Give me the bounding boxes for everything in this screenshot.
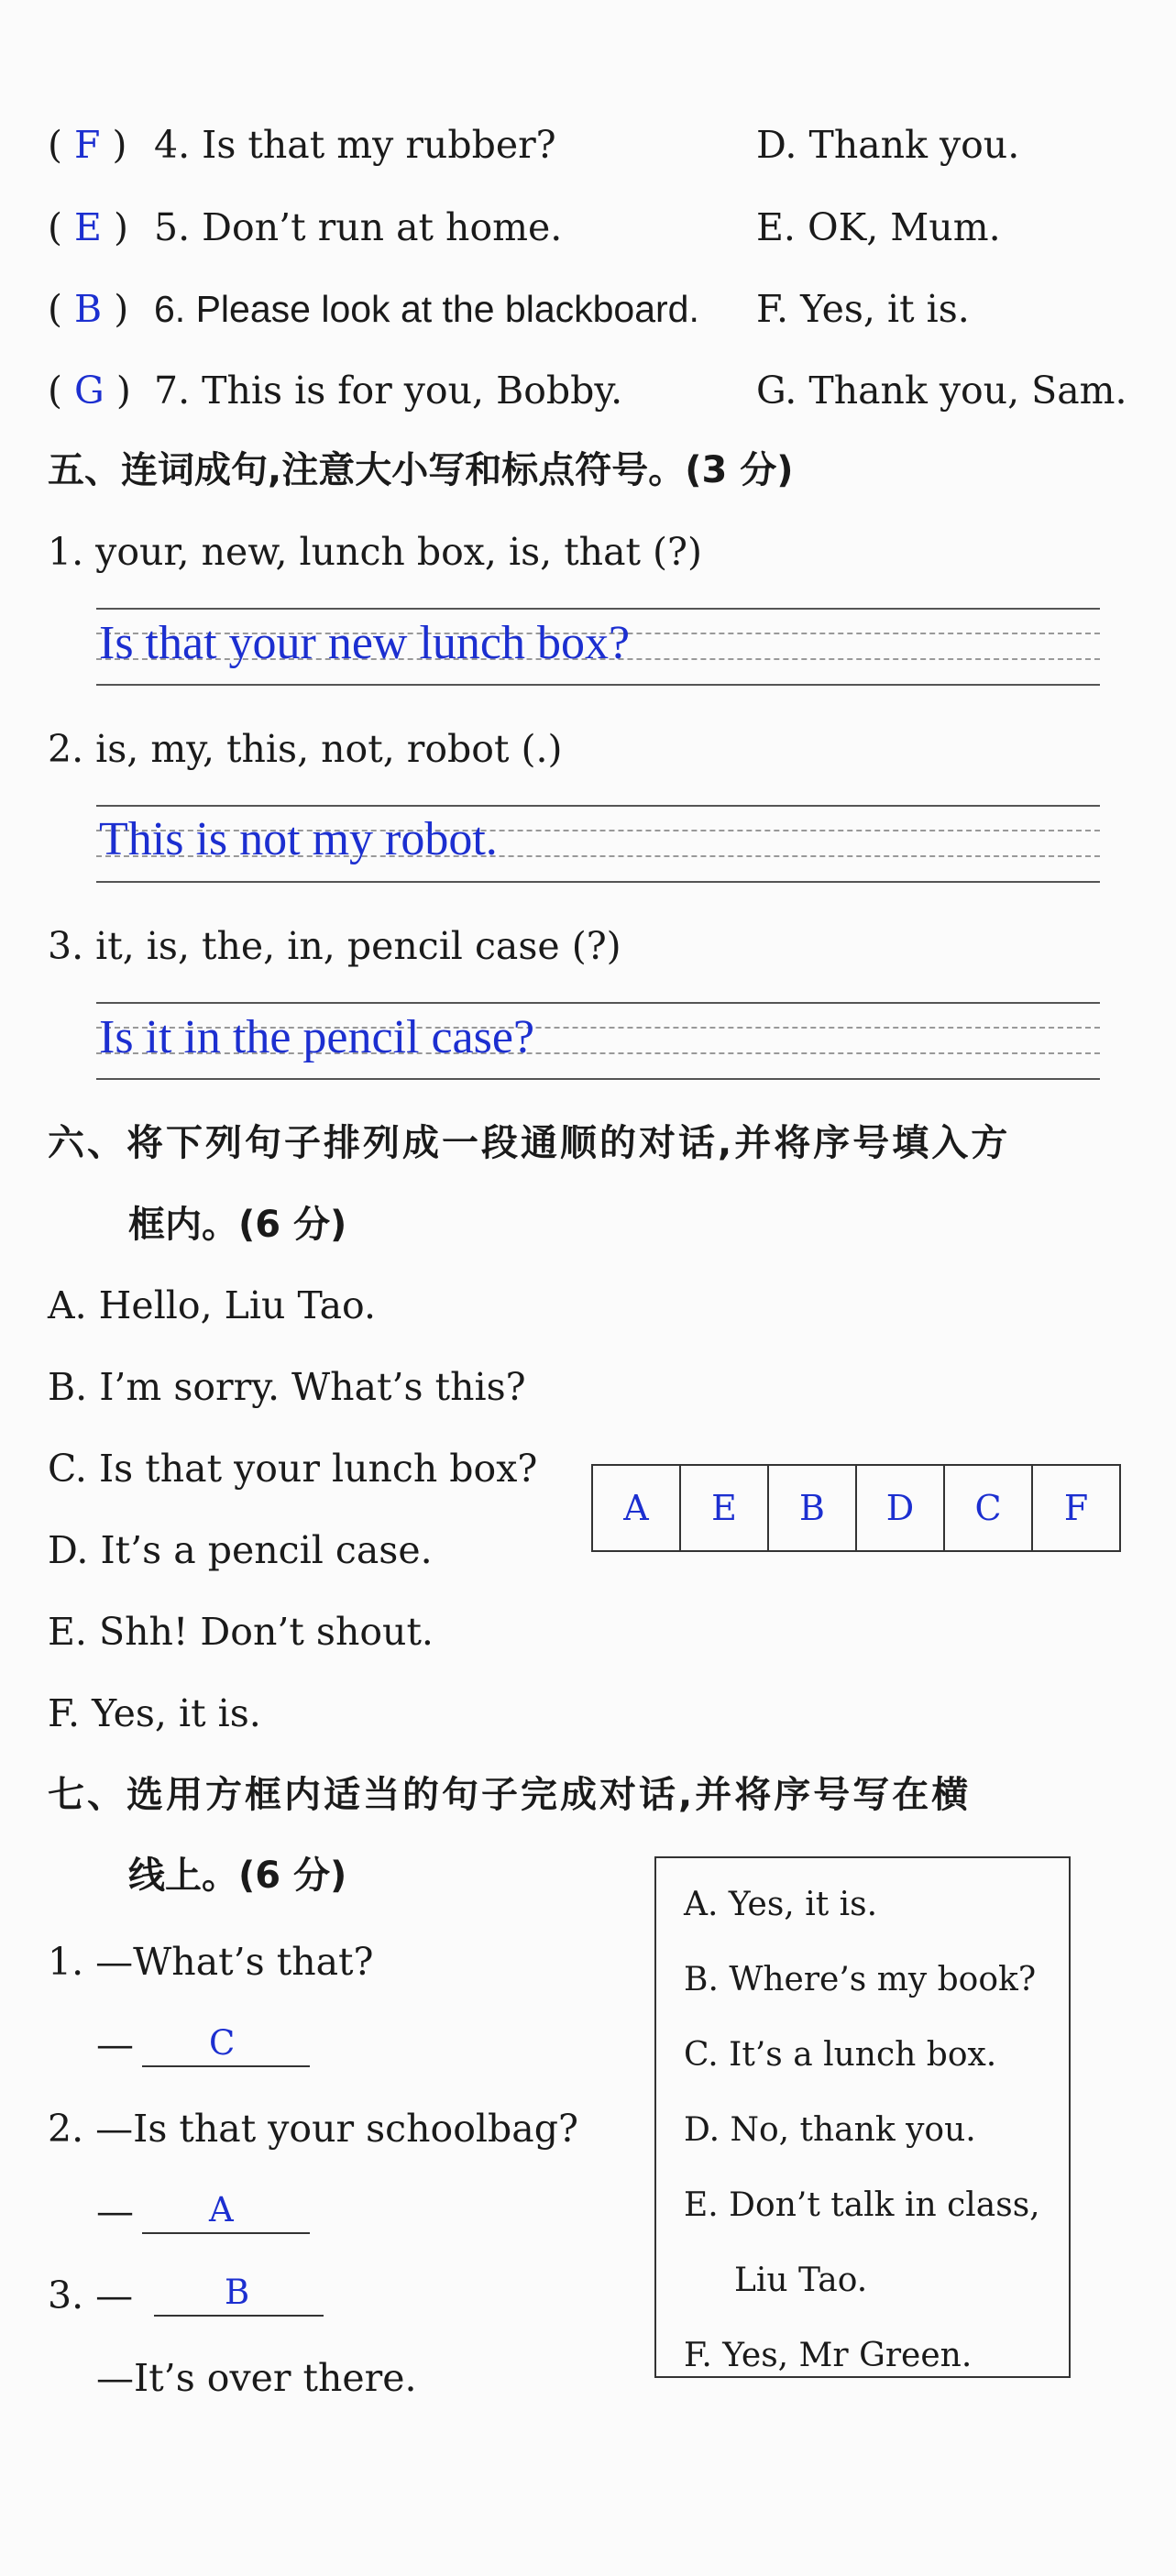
order-box[interactable]: D bbox=[856, 1465, 944, 1551]
section6-heading-line2: 框内。(6 分) bbox=[128, 1204, 347, 1246]
section5-prompt-3: 3. it, is, the, in, pencil case (?) bbox=[48, 924, 621, 968]
dialogue-sentence: B. I’m sorry. What’s this? bbox=[48, 1365, 526, 1409]
question-1-answer: C bbox=[209, 2023, 236, 2063]
answer-blank-2[interactable] bbox=[142, 2232, 310, 2234]
question-2: 2. —Is that your schoolbag? bbox=[48, 2107, 578, 2151]
answer-blank-1[interactable] bbox=[142, 2065, 310, 2067]
dash: — bbox=[96, 2189, 134, 2233]
dialogue-sentence: A. Hello, Liu Tao. bbox=[48, 1283, 377, 1327]
writing-line bbox=[96, 684, 1100, 686]
question-1: 1. —What’s that? bbox=[48, 1940, 374, 1984]
section5-prompt-1: 1. your, new, lunch box, is, that (?) bbox=[48, 530, 702, 574]
answer-bracket: ( F ) bbox=[48, 123, 127, 167]
answer-bracket: ( E ) bbox=[48, 205, 128, 249]
dialogue-sentence: E. Shh! Don’t shout. bbox=[48, 1610, 434, 1654]
order-box[interactable]: E bbox=[680, 1465, 768, 1551]
writing-line bbox=[96, 805, 1100, 807]
order-boxes bbox=[591, 1464, 1121, 1552]
section5-answer-3: Is it in the pencil case? bbox=[99, 1011, 535, 1063]
writing-line bbox=[96, 1002, 1100, 1004]
matching-option: D. Thank you. bbox=[756, 123, 1020, 167]
option-item: D. No, thank you. bbox=[684, 2111, 976, 2149]
dash: — bbox=[96, 2022, 134, 2066]
matching-answer: G bbox=[74, 369, 104, 413]
matching-question: 6. Please look at the blackboard. bbox=[154, 288, 699, 330]
matching-question: 5. Don’t run at home. bbox=[154, 205, 563, 249]
dialogue-sentence: C. Is that your lunch box? bbox=[48, 1447, 538, 1491]
matching-answer: F bbox=[74, 123, 101, 167]
matching-option: E. OK, Mum. bbox=[756, 205, 1001, 249]
option-item: C. It’s a lunch box. bbox=[684, 2036, 997, 2074]
order-box[interactable]: A bbox=[592, 1465, 680, 1551]
order-box[interactable]: C bbox=[944, 1465, 1032, 1551]
option-item: Liu Tao. bbox=[734, 2262, 868, 2299]
matching-answer: B bbox=[74, 287, 103, 331]
matching-answer: E bbox=[74, 205, 102, 249]
option-item: B. Where’s my book? bbox=[684, 1961, 1037, 1998]
option-item: A. Yes, it is. bbox=[684, 1886, 878, 1923]
matching-option: F. Yes, it is. bbox=[756, 287, 970, 331]
section5-heading: 五、连词成句,注意大小写和标点符号。(3 分) bbox=[48, 449, 794, 491]
matching-question: 7. This is for you, Bobby. bbox=[154, 369, 623, 413]
writing-line bbox=[96, 1078, 1100, 1080]
section6-heading-line1: 六、将下列句子排列成一段通顺的对话,并将序号填入方 bbox=[48, 1122, 1011, 1164]
writing-line bbox=[96, 881, 1100, 883]
order-box[interactable]: F bbox=[1032, 1465, 1120, 1551]
question-3: 3. — bbox=[48, 2273, 134, 2317]
option-item: F. Yes, Mr Green. bbox=[684, 2337, 973, 2374]
section5-answer-1: Is that your new lunch box? bbox=[99, 617, 631, 669]
section5-answer-2: This is not my robot. bbox=[99, 813, 498, 865]
matching-question: 4. Is that my rubber? bbox=[154, 123, 556, 167]
question-2-answer: A bbox=[209, 2190, 234, 2229]
section7-heading-line1: 七、选用方框内适当的句子完成对话,并将序号写在横 bbox=[48, 1774, 972, 1816]
options-box bbox=[654, 1856, 1071, 2378]
order-box[interactable]: B bbox=[768, 1465, 856, 1551]
dialogue-sentence: F. Yes, it is. bbox=[48, 1691, 261, 1735]
dialogue-sentence: D. It’s a pencil case. bbox=[48, 1528, 433, 1572]
answer-bracket: ( G ) bbox=[48, 369, 131, 413]
section5-prompt-2: 2. is, my, this, not, robot (.) bbox=[48, 727, 563, 771]
question-3-answer: B bbox=[225, 2273, 250, 2312]
writing-line bbox=[96, 608, 1100, 610]
section7-heading-line2: 线上。(6 分) bbox=[128, 1855, 347, 1897]
matching-option: G. Thank you, Sam. bbox=[756, 369, 1127, 413]
answer-blank-3[interactable] bbox=[154, 2315, 324, 2317]
question-3-reply: —It’s over there. bbox=[96, 2356, 417, 2400]
answer-bracket: ( B ) bbox=[48, 287, 129, 331]
option-item: E. Don’t talk in class, bbox=[684, 2186, 1040, 2224]
